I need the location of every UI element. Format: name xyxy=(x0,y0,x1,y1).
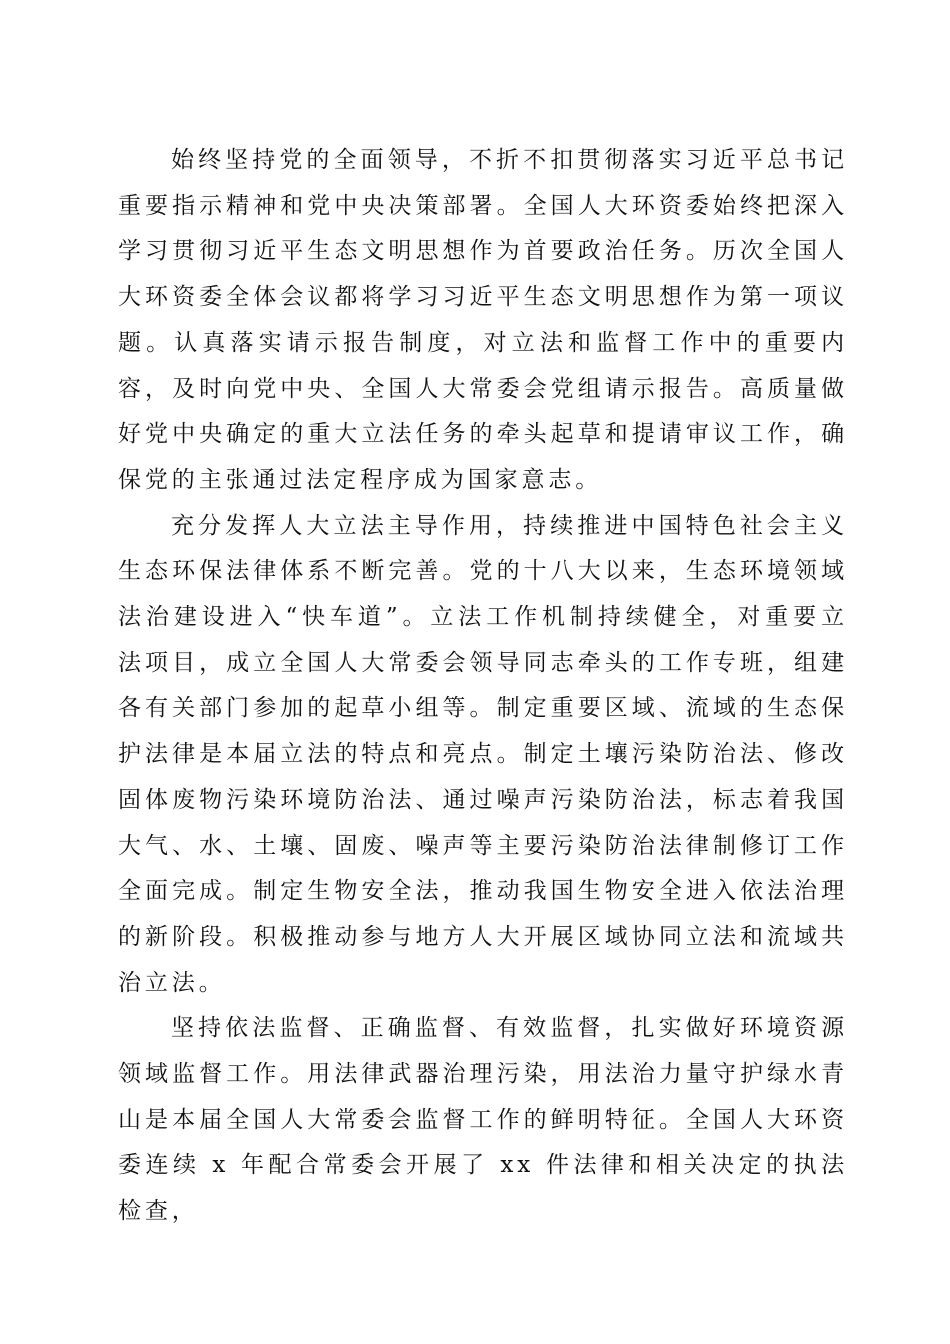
paragraph-supervision: 坚持依法监督、正确监督、有效监督，扎实做好环境资源领域监督工作。用法律武器治理污染，用法治力量守护绿水青山是本届全国人大常委会监督工作的鲜明特征。全国人大环资委连续 x 年配合常委会开展了 xx 件法律和相关决定的执法检查， xyxy=(118,1015,848,1225)
paragraph-party-leadership: 始终坚持党的全面领导，不折不扣贯彻落实习近平总书记重要指示精神和党中央决策部署。全国人大环资委始终把深入学习贯彻习近平生态文明思想作为首要政治任务。历次全国人大环资委全体会议都将学习习近平生态文明思想作为第一项议题。认真落实请示报告制度，对立法和监督工作中的重要内容，及时向党中央、全国人大常委会党组请示报告。高质量做好党中央确定的重大立法任务的牵头起草和提请审议工作，确保党的主张通过法定程序成为国家意志。 xyxy=(118,147,848,493)
paragraph-legislation: 充分发挥人大立法主导作用，持续推进中国特色社会主义生态环保法律体系不断完善。党的十八大以来，生态环境领域法治建设进入“快车道”。立法工作机制持续健全，对重要立法项目，成立全国人大常委会领导同志牵头的工作专班，组建各有关部门参加的起草小组等。制定重要区域、流域的生态保护法律是本届立法的特点和亮点。制定土壤污染防治法、修改固体废物污染环境防治法、通过噪声污染防治法，标志着我国大气、水、土壤、固废、噪声等主要污染防治法律制修订工作全面完成。制定生物安全法，推动我国生物安全进入依法治理的新阶段。积极推动参与地方人大开展区域协同立法和流域共治立法。 xyxy=(118,512,848,996)
document-body xyxy=(118,138,848,1235)
